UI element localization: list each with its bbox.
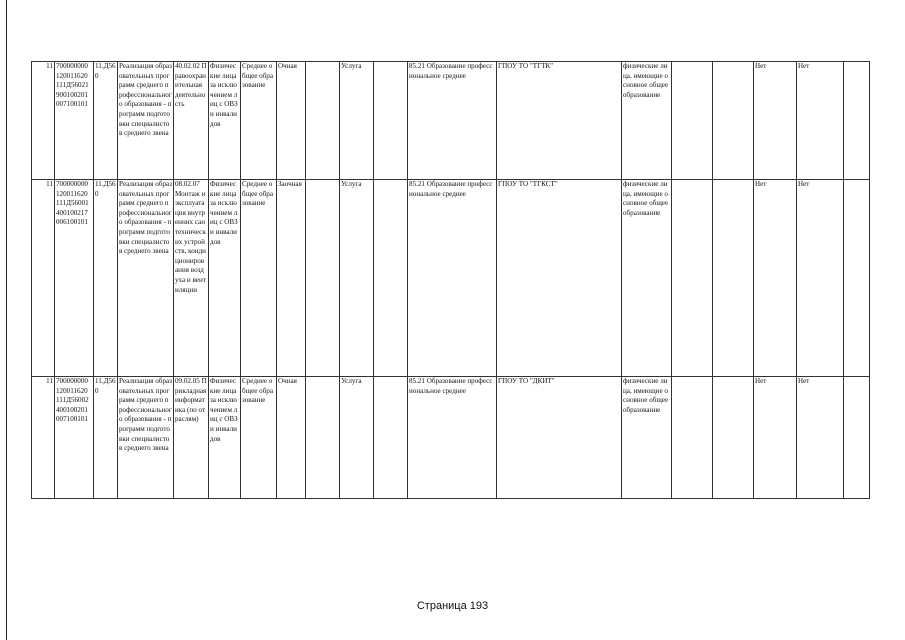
services-register-table — [31, 61, 870, 499]
type-cell: Услуга — [340, 180, 374, 377]
empty-cell — [713, 180, 754, 377]
flag-cell: Нет — [754, 377, 797, 499]
organization-cell: ГПОУ ТО "ТГКСТ" — [497, 180, 622, 377]
empty-cell — [306, 180, 340, 377]
education-level-cell: Среднее общее образование — [241, 180, 277, 377]
study-form-cell: Заочная — [277, 180, 306, 377]
table-row — [32, 180, 870, 377]
service-name-cell: Реализация образовательных программ среднего профессионального образования - программ подготовки специалистов среднего звена — [118, 62, 174, 180]
empty-cell — [713, 62, 754, 180]
specialty-cell: 08.02.07 Монтаж и эксплуатация внутренних сантехнических устройств, кондиционирования воздуха и вентиляции — [174, 180, 209, 377]
empty-cell — [713, 377, 754, 499]
specialty-cell: 40.02.02 Правоохранительная деятельность — [174, 62, 209, 180]
specialty-cell: 09.02.05 Прикладная информатика (по отраслям) — [174, 377, 209, 499]
empty-cell — [374, 180, 408, 377]
empty-cell — [672, 180, 713, 377]
education-level-cell: Среднее общее образование — [241, 62, 277, 180]
service-name-cell: Реализация образовательных программ среднего профессионального образования - программ подготовки специалистов среднего звена — [118, 377, 174, 499]
category-cell: Физические лица за исключением лиц с ОВЗ и инвалидов — [209, 377, 241, 499]
empty-cell — [844, 377, 870, 499]
short-code-cell: 11.Д56 0 — [94, 180, 118, 377]
empty-cell — [374, 377, 408, 499]
consumers-cell: физические лица, имеющие основное общее образование — [622, 62, 672, 180]
education-level-cell: Среднее общее образование — [241, 377, 277, 499]
study-form-cell: Очная — [277, 62, 306, 180]
registry-code-cell: 700000000 120011620 111Д56001 400100217 006100101 — [55, 180, 94, 377]
organization-cell: ГПОУ ТО "ДКИТ" — [497, 377, 622, 499]
type-cell: Услуга — [340, 377, 374, 499]
empty-cell — [844, 62, 870, 180]
type-cell: Услуга — [340, 62, 374, 180]
row-number-cell: 11 — [32, 62, 55, 180]
empty-cell — [374, 62, 408, 180]
table-row — [32, 377, 870, 499]
study-form-cell: Очная — [277, 377, 306, 499]
okved-cell: 85.21 Образование профессиональное среднее — [408, 377, 497, 499]
empty-cell — [306, 377, 340, 499]
empty-cell — [306, 62, 340, 180]
page-number: Страница 193 — [416, 600, 489, 612]
okved-cell: 85.21 Образование профессиональное среднее — [408, 62, 497, 180]
flag-cell: Нет — [754, 62, 797, 180]
table-row — [32, 62, 870, 180]
consumers-cell: физические лица, имеющие основное общее образование — [622, 377, 672, 499]
short-code-cell: 11.Д56 0 — [94, 377, 118, 499]
category-cell: Физические лица за исключением лиц с ОВЗ и инвалидов — [209, 62, 241, 180]
row-number-cell: 11 — [32, 377, 55, 499]
empty-cell — [844, 180, 870, 377]
flag-cell: Нет — [797, 377, 844, 499]
registry-code-cell: 700000000 120011620 111Д56021 900100201 007100101 — [55, 62, 94, 180]
service-name-cell: Реализация образовательных программ среднего профессионального образования - программ подготовки специалистов среднего звена — [118, 180, 174, 377]
consumers-cell: физические лица, имеющие основное общее образование — [622, 180, 672, 377]
flag-cell: Нет — [797, 62, 844, 180]
empty-cell — [672, 62, 713, 180]
short-code-cell: 11.Д56 0 — [94, 62, 118, 180]
category-cell: Физические лица за исключением лиц с ОВЗ и инвалидов — [209, 180, 241, 377]
row-number-cell: 11 — [32, 180, 55, 377]
flag-cell: Нет — [754, 180, 797, 377]
okved-cell: 85.21 Образование профессиональное среднее — [408, 180, 497, 377]
empty-cell — [672, 377, 713, 499]
organization-cell: ГПОУ ТО "ТГТК" — [497, 62, 622, 180]
page-left-border — [6, 0, 7, 640]
flag-cell: Нет — [797, 180, 844, 377]
registry-code-cell: 700000000 120011620 111Д56002 400100201 007100101 — [55, 377, 94, 499]
